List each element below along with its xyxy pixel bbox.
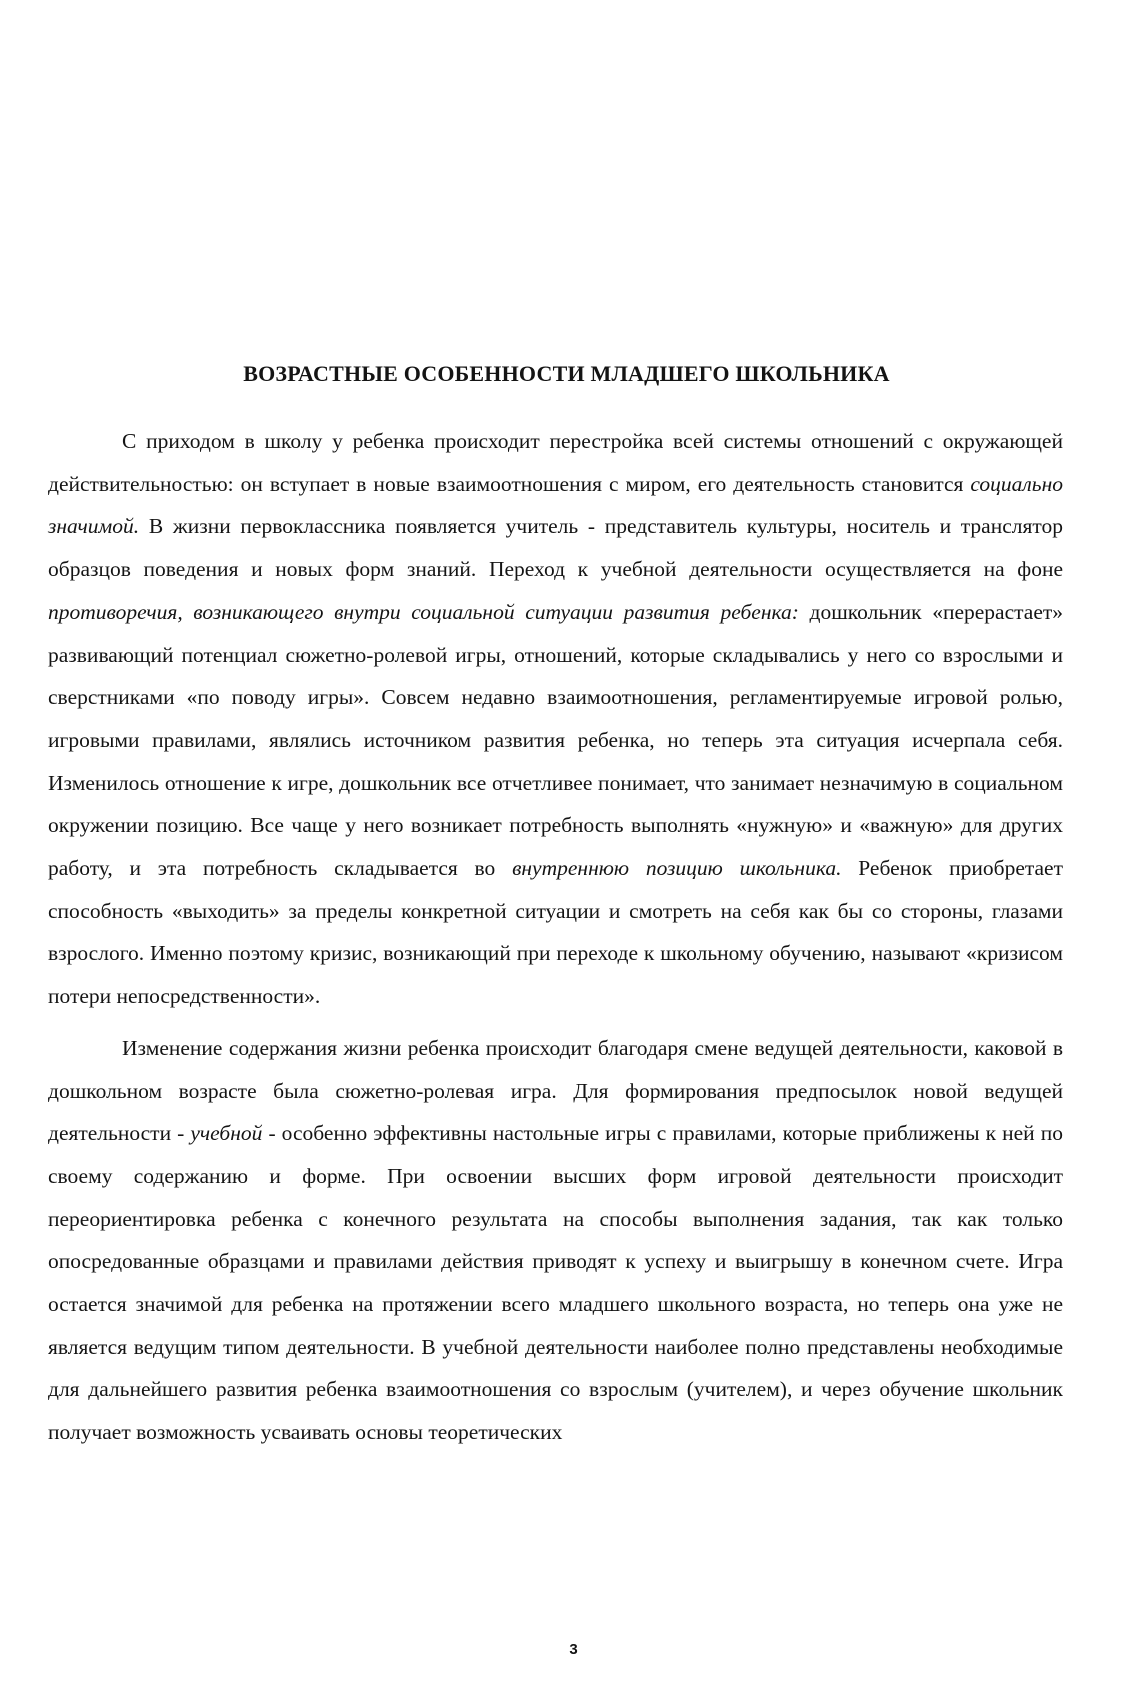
page-title: ВОЗРАСТНЫЕ ОСОБЕННОСТИ МЛАДШЕГО ШКОЛЬНИКА <box>243 361 890 386</box>
paragraph-1-run-2-italic: социально значимой. <box>48 471 1063 539</box>
paragraph-1-run-7: Ребенок приобретает способность «выходить» за пределы конкретной ситуации и смотреть на себя как бы со стороны, глазами взрослого. Именно поэтому кризис, возникающий при переходе к школьному обучению, называют «кризисом потери непосредственности». <box>48 856 1063 1009</box>
paragraph-1-run-1: С приходом в школу у ребенка происходит перестройка всей системы отношений с окружающей действительностью: он вступает в новые взаимоотношения с миром, его деятельность становится <box>48 429 1063 496</box>
paragraph-1-run-5: дошкольник «перерастает» развивающий потенциал сюжетно-ролевой игры, отношений, которые складывались у него со взрослыми и сверстниками «по поводу игры». Совсем недавно взаимоотношения, регламентируемые игровой ролью, игровыми правилами, являлись источником развития ребенка, но теперь эта ситуация исчерпала себя. Изменилось отношение к игре, дошкольник все отчетливее понимает, что занимает незначимую в социальном окружении позицию. Все чаще у него возникает потребность выполнять «нужную» и «важную» для других работу, и эта потребность складывается во <box>48 599 1064 881</box>
paragraph-2-run-2-italic: учебной <box>190 1121 263 1146</box>
paragraph-1-run-6-italic: внутреннюю позицию школьника. <box>512 856 842 881</box>
paragraph-2-run-1: Изменение содержания жизни ребенка происходит благодаря смене ведущей деятельности, каковой в дошкольном возрасте была сюжетно-ролевая игра. Для формирования предпосылок новой ведущей деятельности - <box>48 1035 1063 1146</box>
paragraph-1 <box>48 420 1063 1018</box>
body-text <box>48 420 1063 1454</box>
paragraph-2-run-3: - особенно эффективны настольные игры с правилами, которые приближены к ней по своему содержанию и форме. При освоении высших форм игровой деятельности происходит переориентировка ребенка с конечного результата на способы выполнения задания, так как только опосредованные образцами и правилами действия приводят к успеху и выигрышу в конечном счете. Игра остается значимой для ребенка на протяжении всего младшего школьного возраста, но теперь она уже не является ведущим типом деятельности. В учебной деятельности наиболее полно представлены необходимые для дальнейшего развития ребенка взаимоотношения со взрослым (учителем), и через обучение школьник получает возможность усваивать основы теоретических <box>48 1121 1063 1445</box>
page-number: 3 <box>569 1641 578 1658</box>
paragraph-2 <box>48 1027 1063 1454</box>
paragraph-1-run-3: В жизни первоклассника появляется учитель - представитель культуры, носитель и транслятор образцов поведения и новых форм знаний. Переход к учебной деятельности осуществляется на фоне <box>48 514 1063 582</box>
paragraph-1-run-4-italic: противоречия, возникающего внутри социальной ситуации развития ребенка: <box>48 599 799 624</box>
